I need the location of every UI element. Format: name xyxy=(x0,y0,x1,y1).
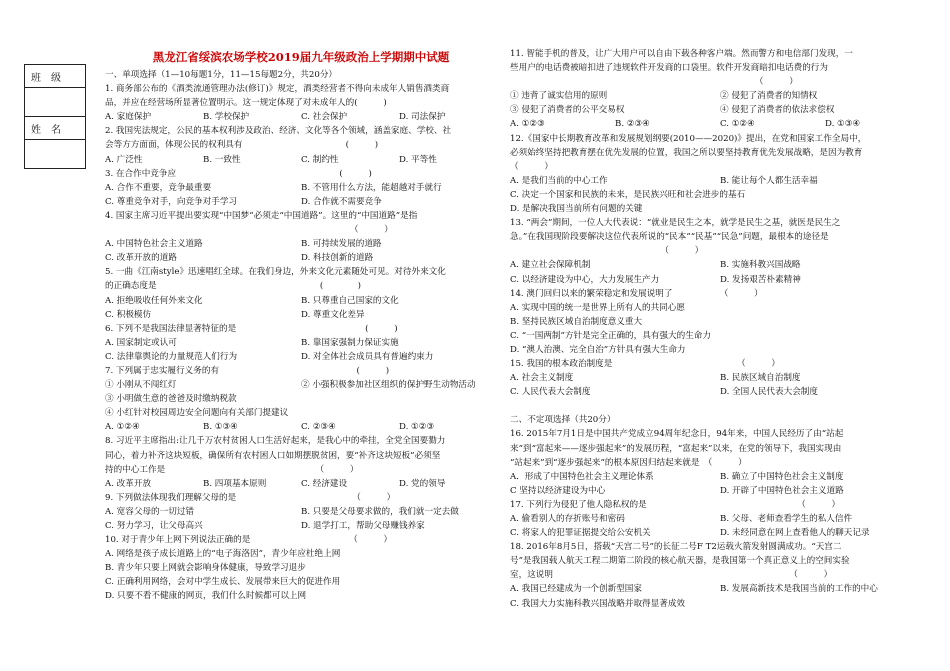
answer-option[interactable]: D. 对全体社会成员具有普遍约束力 xyxy=(301,351,434,362)
question-line: 16. 2015年7月1日是中国共产党成立94周年纪念日，94年来，中国人民经历了由“站起 xyxy=(510,429,844,440)
left-column xyxy=(105,46,497,604)
option-row xyxy=(510,258,930,272)
question-line: 些用户的电话费被暗扣进了违规软件开发商的口袋里。软件开发商暗扣电话费的行为 xyxy=(510,63,828,74)
question-line: A. 网络是孩子成长道路上的“电子海洛因”，青少年应杜绝上网 xyxy=(105,549,341,560)
left-questions xyxy=(105,68,497,604)
answer-option[interactable]: A. 国家制定或认可 xyxy=(105,337,177,348)
answer-option[interactable]: C. 改革开放的道路 xyxy=(105,253,177,264)
question-line: 11. 智能手机的普及，让广大用户可以自由下载各种客户端。然而警方和电信部门发现，一 xyxy=(510,49,853,59)
question-line: 15. 我国的根本政治制度是 （ ） xyxy=(510,359,780,370)
question-line: 品，并应在经营场所显著位置明示。这一规定体现了对未成年人的( ) xyxy=(105,98,387,109)
class-field[interactable] xyxy=(25,88,86,117)
answer-option[interactable]: B. 只要是父母要求做的，我们就一定去做 xyxy=(301,506,459,517)
answer-option[interactable]: A. 合作不重要，竞争最重要 xyxy=(105,182,212,193)
question-line: C. 决定一个国家和民族的未来，是民族兴旺和社会进步的基石 xyxy=(510,189,746,200)
answer-option[interactable]: A. 我国已经建成为一个创新型国家 xyxy=(510,584,642,595)
answer-option[interactable]: D. ①②③ xyxy=(399,422,435,433)
answer-option[interactable]: C. 尊重竞争对手，向竞争对手学习 xyxy=(105,196,238,207)
question-line: 7. 下列属于忠实履行义务的有 ( ) xyxy=(105,365,390,376)
question-line: 的正确态度是 ( ) xyxy=(105,281,361,292)
right-column xyxy=(510,47,930,611)
option-row xyxy=(105,308,497,322)
answer-option[interactable]: A．形成了中国特色社会主义理论体系 xyxy=(510,471,654,482)
option-row xyxy=(105,181,497,195)
answer-option[interactable]: C. 经济建设 xyxy=(301,478,348,489)
option-row xyxy=(510,484,930,498)
answer-option[interactable]: C. 人民代表大会制度 xyxy=(510,387,591,398)
answer-option[interactable]: B. ②③④ xyxy=(615,119,650,130)
answer-option[interactable]: B. 发展高新技术是我国当前的工作的中心 xyxy=(720,584,878,595)
option-row xyxy=(105,350,497,364)
option-row xyxy=(510,371,930,385)
answer-option[interactable]: D. 党的领导 xyxy=(399,478,446,489)
option-row xyxy=(105,153,497,167)
question-line: 必须始终坚持把教育摆在优先发展的位置，我国之所以要坚持教育优先发展战略，是因为教育 xyxy=(510,147,863,158)
answer-option[interactable]: A. 中国特色社会主义道路 xyxy=(105,239,203,250)
answer-option[interactable]: ① 违背了诚实信用的原则 xyxy=(510,91,608,102)
question-line: 持的中心工作是 （ ） xyxy=(105,464,359,475)
question-line: C. “一国两制”方针是完全正确的，具有强大的生命力 xyxy=(510,330,711,341)
option-row xyxy=(510,89,930,103)
answer-option[interactable]: ④ 侵犯了消费者的依法求偿权 xyxy=(720,105,835,116)
question-line: D. 是解决我国当前所有问题的关键 xyxy=(510,204,643,215)
option-row xyxy=(105,251,497,265)
question-line: 3. 在合作中竞争应 ( ) xyxy=(105,168,372,179)
answer-option[interactable]: B. 靠国家强制力保证实施 xyxy=(301,337,399,348)
spacer xyxy=(510,399,930,413)
exam-title: 黑龙江省绥滨农场学校2019届九年级政治上学期期中试题 xyxy=(152,50,450,64)
option-row xyxy=(510,385,930,399)
answer-option[interactable]: D. ①③④ xyxy=(825,119,861,130)
answer-option[interactable]: A. ①②③ xyxy=(510,119,545,130)
option-row xyxy=(105,477,497,491)
question-line: 17. 下列行为侵犯了他人隐私权的是 （ ） xyxy=(510,499,841,510)
question-line: 号”是我国载人航天工程二期第二阶段的核心航天器，是我国第一个真正意义上的空间实验 xyxy=(510,556,850,567)
answer-option[interactable]: C 坚持以经济建设为中心 xyxy=(510,485,606,496)
option-row xyxy=(105,110,497,124)
answer-option[interactable]: A. 偷看别人的存折账号和密码 xyxy=(510,514,625,524)
question-line: ③ 小明做生意的爸爸及时缴纳税款 xyxy=(105,394,237,405)
answer-option[interactable]: C. 制约性 xyxy=(301,154,339,165)
answer-option[interactable]: D. 未经同意在网上查看他人的聊天记录 xyxy=(720,528,870,539)
question-line: 2. 我国宪法规定，公民的基本权利涉及政治、经济、文化等各个领域，涵盖家庭、学校、社 xyxy=(105,126,452,137)
option-row xyxy=(105,505,497,519)
question-line: 8. 习近平主席指出:让几千万农村贫困人口生活好起来，是我心中的牵挂，全党全国要勠力 xyxy=(105,436,446,447)
right-questions xyxy=(510,47,930,611)
answer-option[interactable]: D. 合作就不需要竞争 xyxy=(301,196,382,207)
question-line: 14. 澳门回归以来的繁荣稳定和发展说明了 （ ） xyxy=(510,288,763,299)
answer-option[interactable]: A. ①②④ xyxy=(105,422,140,433)
option-row xyxy=(105,378,497,392)
answer-option[interactable]: B. 不管用什么方法，能超越对手就行 xyxy=(301,182,442,193)
answer-option[interactable]: B. 学校保护 xyxy=(203,112,250,123)
option-row xyxy=(105,195,497,209)
question-line: 室，这说明 （ ） xyxy=(510,570,833,581)
answer-option[interactable]: A. 拒绝吸收任何外来文化 xyxy=(105,295,203,306)
question-line: 18. 2016年8月5日，搭载“天宫二号”的长征二号F T2运载火箭发射圆满成功。“天宫二 xyxy=(510,542,842,553)
answer-option[interactable]: ② 侵犯了消费者的知情权 xyxy=(720,91,818,102)
option-row xyxy=(105,237,497,251)
question-line: B. 青少年只要上网就会影响身体健康，导致学习退步 xyxy=(105,563,306,574)
option-row xyxy=(510,117,930,131)
answer-option[interactable]: D. 司法保护 xyxy=(399,112,446,123)
question-line: 来”到“富起来——逐步强起来”的发展历程，“富起来”以来，在党的领导下，我国实现由 xyxy=(510,443,842,454)
question-line: （ ） xyxy=(105,225,393,236)
answer-option[interactable]: D. 发扬艰苦朴素精神 xyxy=(720,274,801,285)
option-row xyxy=(105,294,497,308)
answer-option[interactable]: C. 法律靠舆论的力量规范人们行为 xyxy=(105,351,238,362)
answer-option[interactable]: B. 只尊重自己国家的文化 xyxy=(301,295,399,306)
answer-option[interactable]: C. 努力学习，让父母高兴 xyxy=(105,521,203,531)
answer-option[interactable]: A. 广泛性 xyxy=(105,154,143,165)
answer-option[interactable]: B. 可持续发展的道路 xyxy=(301,239,382,250)
answer-option[interactable]: B. 实施科教兴国战略 xyxy=(720,260,801,271)
option-row xyxy=(510,470,930,484)
option-row xyxy=(510,103,930,117)
answer-option[interactable]: ② 小强积极参加社区组织的保护野生动物活动 xyxy=(301,380,476,391)
answer-option[interactable]: D. 科技创新的道路 xyxy=(301,253,374,264)
answer-option[interactable]: B. 确立了中国特色社会主义制度 xyxy=(720,471,844,482)
question-line: D. 只要不看不健康的网页，我们什么时候都可以上网 xyxy=(105,591,307,602)
question-line: A. 实现中国的统一是世界上所有人的共同心愿 xyxy=(510,302,685,313)
name-field[interactable] xyxy=(25,140,86,169)
answer-option[interactable]: C. 以经济建设为中心，大力发展生产力 xyxy=(510,274,660,285)
question-line: 同心，着力补齐这块短板，确保所有农村困人口如期摆脱贫困，要“补齐这块短板”必须坚 xyxy=(105,450,441,461)
question-line: 急。”在我国现阶段要解决这位代表所说的“民本”“民基”“民急”问题，最根本的途径是 xyxy=(510,232,829,243)
question-line: 13. “两会”期间，一位人大代表说：“就业是民生之本，就学是民生之基，就医是民生之 xyxy=(510,218,841,229)
answer-option[interactable]: B. 四项基本原则 xyxy=(203,478,267,489)
question-line: 二、不定项选择（共20分） xyxy=(510,415,616,426)
question-line: （ ） xyxy=(510,246,704,257)
answer-option[interactable]: ③ 侵犯了消费者的公平交易权 xyxy=(510,105,625,116)
option-row xyxy=(105,519,497,533)
option-row xyxy=(510,512,930,526)
option-row xyxy=(510,582,930,596)
question-line: 会等方方面面，体现公民的权利具有 ( ) xyxy=(105,140,379,151)
question-line: C. 正确利用网络，会对中学生成长、发展带来巨大的促进作用 xyxy=(105,577,341,588)
question-line: 4. 国家主席习近平提出要实现“中国梦”必须走“中国道路”。这里的“中国道路”是指 xyxy=(105,210,418,221)
question-line: 一、单项选择（1—10每题1分，11—15每题2分，共20分） xyxy=(105,70,338,80)
question-line: B. 坚持民族区域自治制度意义重大 xyxy=(510,316,643,327)
answer-option[interactable]: B. ①③④ xyxy=(203,422,238,433)
question-line: （ ） xyxy=(510,77,798,88)
answer-option[interactable]: ① 小刚从不闯红灯 xyxy=(105,380,177,391)
question-line: 12.《国家中长期教育改革和发展规划纲要(2010——2020)》提出，在党和国家工作全局中， xyxy=(510,133,867,144)
question-line: （ ） xyxy=(510,161,553,172)
answer-option[interactable]: C. 将家人的犯罪证据提交给公安机关 xyxy=(510,528,651,539)
answer-option[interactable]: A. 建立社会保障机制 xyxy=(510,260,591,271)
option-row xyxy=(105,336,497,350)
question-line: C. 我国大力实施科教兴国战略并取得显著成效 xyxy=(510,598,686,609)
answer-option[interactable]: D. 全国人民代表大会制度 xyxy=(720,387,818,398)
answer-option[interactable]: A. 家庭保护 xyxy=(105,112,152,123)
option-row xyxy=(105,420,497,434)
question-line: 9. 下列做法体现我们理解父母的是 （ ） xyxy=(105,492,396,503)
answer-option[interactable]: D. 尊重文化差异 xyxy=(301,309,365,320)
question-line: ④ 小红针对校园周边安全问题向有关部门提建议 xyxy=(105,408,289,419)
answer-option[interactable]: B. 一致性 xyxy=(203,154,241,165)
class-label: 班 级 xyxy=(25,65,86,88)
option-row xyxy=(510,174,930,188)
question-line: 5. 一曲《江南style》迅速唱红全球。在我们身边，外来文化元素随处可见。对待外来文化 xyxy=(105,267,446,278)
answer-option[interactable]: D. 平等性 xyxy=(399,154,437,165)
answer-option[interactable]: C. 社会保护 xyxy=(301,112,348,123)
answer-option[interactable]: A. 是我们当前的中心工作 xyxy=(510,175,608,186)
answer-option[interactable]: A. 社会主义制度 xyxy=(510,373,574,384)
question-line: D. “澳人治澳、完全自治”方针具有强大生命力 xyxy=(510,344,686,355)
question-line: “站起来”到“逐步强起来”的根本原因归结起来就是 （ ） xyxy=(510,457,747,468)
answer-option[interactable]: C. 积极模仿 xyxy=(105,309,152,320)
answer-option[interactable]: D. 开辟了中国特色社会主义道路 xyxy=(720,485,844,496)
option-row xyxy=(510,526,930,540)
option-row xyxy=(510,273,930,287)
answer-option[interactable]: A. 改革开放 xyxy=(105,478,152,489)
answer-option[interactable]: C. ②③④ xyxy=(301,422,336,433)
student-info-table xyxy=(24,64,86,169)
answer-option[interactable]: C. ①②④ xyxy=(720,119,755,130)
answer-option[interactable]: A. 宽容父母的一切过错 xyxy=(105,506,195,517)
answer-option[interactable]: D. 退学打工，帮助父母赚钱养家 xyxy=(301,521,425,531)
question-line: 6. 下列不是我国法律显著特征的是 ( ) xyxy=(105,323,398,334)
answer-option[interactable]: B. 民族区域自治制度 xyxy=(720,373,801,384)
answer-option[interactable]: B. 父母、老师查看学生的私人信件 xyxy=(720,514,853,524)
answer-option[interactable]: B. 能让每个人都生活幸福 xyxy=(720,175,818,186)
name-label: 姓 名 xyxy=(25,117,86,140)
question-line: 1. 商务部公布的《酒类流通管理办法(修订)》规定，酒类经营者不得向未成年人销售酒类商 xyxy=(105,84,450,95)
question-line: 10. 对于青少年上网下列说法正确的是 （ ） xyxy=(105,535,393,546)
